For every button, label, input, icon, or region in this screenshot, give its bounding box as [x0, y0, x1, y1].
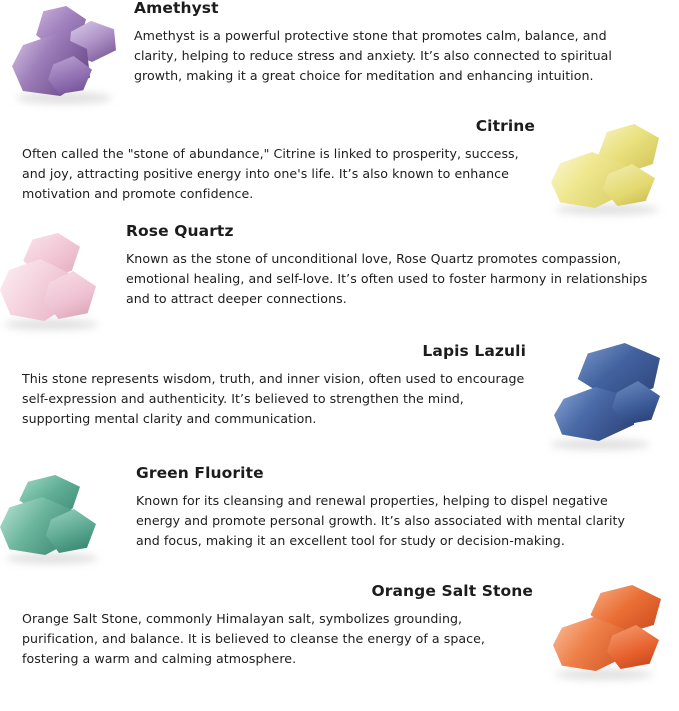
crystal-description-orange-salt-stone: Orange Salt Stone, commonly Himalayan salt, symbolizes grounding, purification, and balance. It is believed to cleanse the energy of a space, fostering a warm and calming atmosphere.	[22, 610, 485, 666]
green-fluorite-crystal-photo	[0, 465, 130, 565]
crystal-description-citrine: Often called the "stone of abundance," Citrine is linked to prosperity, success, and joy, attracting positive energy into one's life. It’s also known to enhance motivation and promote confidence.	[22, 145, 519, 201]
crystal-description-green-fluorite: Known for its cleansing and renewal properties, helping to dispel negative energy and promote personal growth. It’s also associated with mental clarity and focus, making it an excellent tool for study or decision-making.	[136, 492, 626, 548]
crystal-entry-citrine	[0, 118, 679, 223]
crystal-entry-orange-salt-stone	[0, 583, 679, 693]
crystal-title-rose-quartz: Rose Quartz	[126, 222, 234, 240]
citrine-crystal-photo	[545, 118, 679, 219]
lapis-lazuli-crystal-photo	[536, 343, 679, 448]
amethyst-crystal-photo	[0, 0, 128, 109]
citrine-text-block	[0, 118, 545, 203]
crystal-title-green-fluorite: Green Fluorite	[136, 464, 264, 482]
crystal-title-lapis-lazuli: Lapis Lazuli	[422, 342, 526, 360]
crystal-entry-green-fluorite	[0, 465, 679, 583]
crystal-title-orange-salt-stone: Orange Salt Stone	[371, 582, 533, 600]
crystal-entry-rose-quartz	[0, 223, 679, 343]
rose-quartz-crystal-photo	[0, 223, 120, 333]
crystal-title-citrine: Citrine	[475, 117, 535, 135]
green-fluorite-text-block	[130, 465, 679, 550]
crystal-entry-amethyst	[0, 0, 679, 118]
crystal-description-amethyst: Amethyst is a powerful protective stone that promotes calm, balance, and clarity, helping to reduce stress and anxiety. It’s also connected to spiritual growth, making it a great choice for meditation and enhancing intuition.	[134, 27, 612, 83]
orange-salt-stone-text-block	[0, 583, 543, 668]
crystal-description-lapis-lazuli: This stone represents wisdom, truth, and inner vision, often used to encourage self-expression and authenticity. It’s believed to strengthen the mind, supporting mental clarity and communication.	[22, 370, 525, 426]
crystal-description-rose-quartz: Known as the stone of unconditional love, Rose Quartz promotes compassion, emotional healing, and self-love. It’s often used to foster harmony in relationships and to attract deeper connections.	[126, 250, 648, 306]
lapis-lazuli-text-block	[0, 343, 536, 428]
rose-quartz-text-block	[120, 223, 679, 308]
crystal-title-amethyst: Amethyst	[134, 0, 219, 17]
orange-salt-stone-photo	[543, 583, 679, 680]
amethyst-text-block	[128, 0, 679, 85]
crystal-entry-lapis-lazuli	[0, 343, 679, 465]
